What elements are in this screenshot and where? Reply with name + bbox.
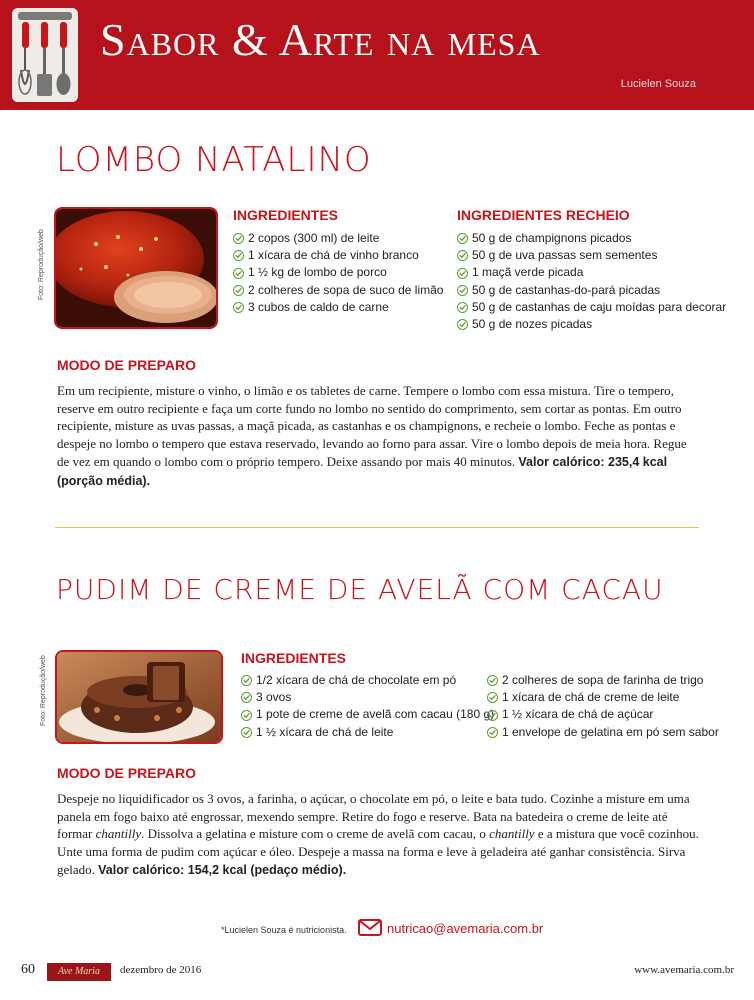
ingredient-text: 2 copos (300 ml) de leite: [248, 231, 380, 245]
checkmark-icon: [457, 268, 468, 279]
prep-text-italic: chantilly: [489, 826, 535, 842]
checkmark-icon: [233, 302, 244, 313]
photo-credit: Foto: Reprodução/web: [40, 655, 47, 726]
ingredient-text: 1 xícara de chá de creme de leite: [502, 690, 680, 705]
photo-credit: Foto: Reprodução/web: [38, 229, 45, 300]
ingredient-item: [233, 247, 443, 264]
checkmark-icon: [487, 727, 498, 738]
checkmark-icon: [241, 727, 252, 738]
ingredient-text: 1 ½ xícara de chá de leite: [256, 724, 394, 739]
ingredient-text: 1 maçã verde picada: [472, 265, 584, 280]
prep-heading: MODO DE PREPARO: [57, 765, 196, 781]
ingredient-text: 50 g de nozes picadas: [472, 317, 593, 332]
ingredient-text: 1 ½ xícara de chá de açúcar: [502, 707, 654, 722]
ingredient-text: 50 g de champignons picados: [472, 231, 632, 245]
ingredient-item: [457, 299, 726, 316]
ingredient-item: [233, 282, 443, 299]
checkmark-icon: [233, 250, 244, 261]
ingredients-heading: INGREDIENTES: [233, 207, 339, 223]
ingredient-text: 2 colheres de sopa de farinha de trigo: [502, 673, 704, 687]
calorie-value: Valor calórico: 235,4 kcal (porção média).: [57, 454, 668, 488]
checkmark-icon: [457, 302, 468, 313]
ingredient-text: 2 colheres de sopa de suco de limão: [248, 282, 444, 297]
envelope-icon: [358, 919, 382, 936]
ingredient-item: [457, 230, 726, 247]
ingredients-list: [233, 230, 443, 316]
ingredient-text: 1 ½ kg de lombo de porco: [248, 265, 387, 280]
prep-text: Em um recipiente, misture o vinho, o limão e os tabletes de carne. Tempere o lombo com essa mistura. Tire o tempero, reserve em outro recipiente e faça um corte fundo no lombo no sentido do comprimento, sem cortar as pontas. Em outro recipiente, misture as uvas passas, a maçã picada, as castanhas e os champignons, e recheie o lombo. Feche as pontas e despeje no lombo o tempero que estava reservado, levando ao forno para assar. Vire o lombo depois de meia hora. Regue de vez em quando o lombo com o próprio tempero. Deixe assando por mais 40 minutos.: [57, 383, 687, 469]
calorie-value: Valor calórico: 154,2 kcal (pedaço médio).: [98, 862, 347, 877]
checkmark-icon: [487, 692, 498, 703]
prep-text-italic: chantilly: [95, 826, 142, 842]
ingredients-list-right: [487, 672, 719, 741]
ingredients-heading: INGREDIENTES: [241, 650, 347, 666]
ingredient-item: [233, 264, 443, 281]
ingredients-list-left: [241, 672, 494, 741]
prep-instructions: [57, 790, 699, 880]
checkmark-icon: [487, 675, 498, 686]
section-title: Sabor & Arte na mesa: [100, 14, 541, 65]
checkmark-icon: [457, 319, 468, 330]
ingredient-text: 50 g de castanhas de caju moídas para decorar: [472, 299, 727, 314]
prep-text: e a mistura que você cozinhou. Unte uma forma de pudim com açúcar e óleo. Despeje a massa na forma e leve à geladeira até ganhar consistência. Sirva gelado.: [57, 826, 699, 877]
website-url[interactable]: www.avemaria.com.br: [634, 964, 734, 976]
checkmark-icon: [457, 233, 468, 244]
ingredient-item: [241, 689, 494, 706]
checkmark-icon: [233, 233, 244, 244]
ingredient-text: 50 g de uva passas sem sementes: [472, 248, 658, 263]
checkmark-icon: [457, 285, 468, 296]
ingredient-item: [241, 672, 494, 689]
page-header: [0, 0, 754, 110]
ingredient-item: [233, 230, 443, 247]
page-number: 60: [21, 962, 35, 977]
magazine-logo: Ave Maria: [47, 963, 111, 981]
prep-text: Despeje no liquidificador os 3 ovos, a farinha, o açúcar, o chocolate em pó, o leite e bata tudo. Cozinhe a misture em uma panela em fogo baixo até engrossar, mexendo sempre. Retire do fogo e reserve. Bata na batedeira o creme de leite até formar: [57, 791, 690, 842]
ingredient-item: [487, 689, 719, 706]
checkmark-icon: [457, 250, 468, 261]
ingredient-item: [233, 299, 443, 316]
ingredient-text: 1 envelope de gelatina em pó sem sabor: [502, 724, 719, 739]
checkmark-icon: [233, 268, 244, 279]
filling-ingredients-heading: INGREDIENTES RECHEIO: [457, 207, 630, 223]
ingredient-item: [457, 247, 726, 264]
checkmark-icon: [487, 710, 498, 721]
ingredient-text: 1/2 xícara de chá de chocolate em pó: [256, 673, 457, 687]
ingredient-text: 3 cubos de caldo de carne: [248, 299, 389, 314]
recipe-title: LOMBO NATALINO: [56, 140, 372, 180]
issue-date: dezembro de 2016: [120, 964, 202, 976]
ingredient-text: 1 xícara de chá de vinho branco: [248, 248, 419, 263]
recipe-title: PUDIM DE CREME DE AVELÃ COM CACAU: [56, 573, 664, 606]
checkmark-icon: [241, 675, 252, 686]
ingredient-text: 3 ovos: [256, 690, 292, 705]
author-name: Lucielen Souza: [620, 78, 696, 90]
ingredient-text: 1 pote de creme de avelã com cacau (180 g): [256, 707, 495, 722]
ingredient-item: [457, 282, 726, 299]
checkmark-icon: [233, 285, 244, 296]
contact-email-link[interactable]: nutricao@avemaria.com.br: [387, 921, 544, 936]
ingredient-item: [487, 724, 719, 741]
pudding-photo: [55, 650, 223, 744]
ingredient-item: [457, 316, 726, 333]
ingredient-text: 50 g de castanhas-do-pará picadas: [472, 282, 661, 297]
checkmark-icon: [241, 692, 252, 703]
kitchen-utensils-icon: [12, 8, 78, 102]
ingredient-item: [487, 672, 719, 689]
ingredient-item: [457, 264, 726, 281]
filling-ingredients-list: [457, 230, 726, 333]
ingredient-item: [241, 724, 494, 741]
prep-heading: MODO DE PREPARO: [57, 357, 196, 373]
ingredient-item: [241, 706, 494, 723]
section-divider: [55, 527, 699, 528]
checkmark-icon: [241, 710, 252, 721]
prep-text: . Dissolva a gelatina e misture com o creme de avelã com cacau, o: [141, 826, 490, 842]
roast-pork-photo: [54, 207, 218, 329]
prep-instructions: [57, 382, 697, 490]
ingredient-item: [487, 706, 719, 723]
author-footnote: *Lucielen Souza é nutricionista.: [221, 925, 347, 935]
